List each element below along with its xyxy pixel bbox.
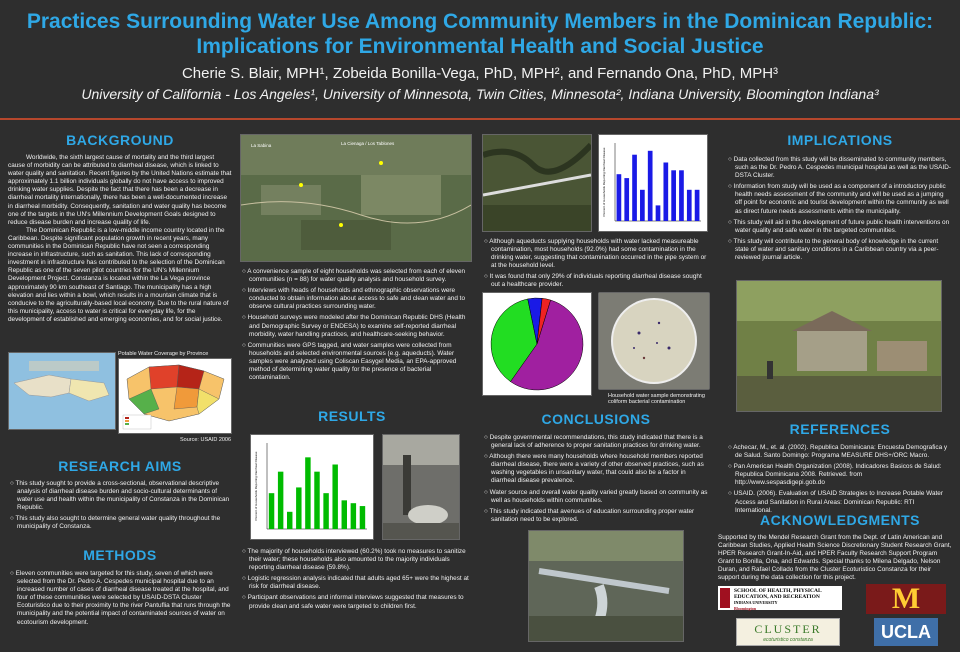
cluster-logo-subtext: ecoturistico constanza [763, 637, 813, 643]
results-heading: RESULTS [318, 408, 386, 424]
methods-mid-item-3: ○ Household surveys were modeled after the Dominican Republic DHS (Health and Demographic Survey or ENDESA) to examine self-reported diarrheal morbidity, water handling practices, and healthcare-seeking behavior. [242, 314, 466, 338]
aims-item-2: ○ This study also sought to determine general water quality throughout the municipality of Constanza. [10, 515, 221, 531]
methods-list-mid [240, 268, 472, 385]
bar [648, 151, 653, 221]
petri-dish-photo [598, 292, 710, 390]
results-item-2: ○ Logistic regression analysis indicated that adults aged 65+ were the highest at risk for diarrheal disease. [242, 575, 469, 591]
methods-list-left [8, 570, 232, 630]
aims-item-1-text: This study sought to provide a cross-sectional, observational descriptive analysis of diarrheal disease burden and socio-cultural determinants of water use and health within the municipality of Constanza in the Dominican Republic. [15, 480, 230, 512]
iu-line-2: EDUCATION, AND RECREATION [734, 594, 820, 600]
methods-mid-item-1: ○ A convenience sample of eight households was selected from each of eleven communities (n = 88) for water quality analysis and household survey. [242, 268, 466, 284]
conclusions-item-2-text: Although there were many households where household members reported diarrheal disease, there were a variety of other observed practices, such as washing vegetables in unsanitary water, that could also be a factor in diarrheal disease prevalence. [489, 453, 704, 485]
conclusions-item-2: ○ Although there were many households where household members reported diarrheal disease, there were a variety of other observed practices, such as washing vegetables in unsanitary water, that could also be a factor in diarrheal disease prevalence. [484, 453, 704, 485]
iu-line-4: Bloomington [734, 606, 757, 611]
implications-item-2-text: Information from study will be used as a component of a introductory public health needs assessment of the community and will be used as a jumping off point for economic and tourist development within the community as well as direct future needs assessments within the municipality. [733, 183, 949, 215]
conclusions-item-4-text: This study indicated that avenues of education surrounding proper water sanitation need to be explored. [489, 507, 695, 523]
research-aims-heading: RESEARCH AIMS [58, 458, 182, 474]
bar [671, 170, 676, 221]
references-list [726, 444, 952, 518]
water-pump-photo [382, 434, 460, 540]
conclusions-item-3-text: Water source and overall water quality varied greatly based on community as well as households within communities. [489, 488, 708, 504]
bar [687, 190, 692, 221]
bar [351, 503, 356, 529]
results-list-left [240, 548, 472, 614]
methods-mid-item-2: ○ Interviews with heads of households and ethnographic observations were conducted to obtain information about access to safe and clean water and to observe cultural practices surrounding water. [242, 287, 466, 311]
conclusions-list [482, 434, 710, 527]
bar [323, 493, 328, 529]
bar [296, 487, 301, 529]
chart-blue-svg [599, 135, 707, 231]
iu-hper-logo [718, 586, 842, 610]
poster-title [0, 0, 960, 59]
cluster-logo [736, 618, 840, 646]
implications-list [726, 156, 952, 265]
conclusions-heading: CONCLUSIONS [541, 411, 651, 427]
implications-item-3: ○ This study will aid in the development of future public health interventions on water quality and safe water in the targeted communities. [728, 218, 950, 234]
bar [617, 174, 622, 221]
bar [314, 472, 319, 529]
background-p2: The Dominican Republic is a low-middle income country located in the Caribbean. Despite significant population growth in recent years, many communities in the Dominican Republic have not seen a corresponding increase in infrastructure, such as sanitation. This lack of corresponding investment in infrastructure has contributed to the selection of the Dominican Republic as one of the seven pilot countries for the UN's Millennium Development Project. Constanza is located within the La Vega province approximately 90 km southeast of Santiago. The municipality has a high elevation and lies within a bowl, which results in a mountain climate that is conducive to the agriculturally-based local economy. Due to the rural nature of this municipality, access to water is critical for everyday life, for the development of established and emerging economies, and for social justice. [8, 226, 229, 323]
aims-item-2-text: This study also sought to determine general water quality throughout the municipality of Constanza. [15, 515, 221, 531]
methods-item-1: ○ Eleven communities were targeted for this study, seven of which were selected from the Dr. Pedro A. Cespedes municipal hospital due to an increased number of cases of diarrheal disease treated at the hospital, and four of these communities were selected by USAID-DSTA Cluster Ecoturistico due to their proximity to the river Pantuflia that runs through the municipality and the potential impact of contaminated sources of water on ecotourism development. [10, 570, 231, 626]
conclusions-item-3: ○ Water source and overall water quality varied greatly based on community as well as households within communities. [484, 488, 708, 504]
background-heading: BACKGROUND [66, 132, 174, 148]
bar [269, 493, 274, 529]
bar [679, 170, 684, 221]
results-right-item-2: ○ It was found that only 29% of individuals reporting diarrheal disease sought out a healthcare provider. [484, 273, 702, 289]
results-item-3: ○ Participant observations and informal interviews suggested that measures to provide clean and safe water were targeted to children first. [242, 594, 464, 610]
methods-mid-item-4-text: Communities were GPS tagged, and water samples were collected from households and selected environmental sources (e.g. aqueducts). Water samples were analyzed using Coliscan Easygel Media, an EPA-approved method of determining water quality for the presence of bacterial contamination. [247, 341, 457, 382]
implications-item-4-text: This study will contribute to the general body of knowledge in the current state of water and sanitary conditions in a Caribbean country via a peer-reviewed journal article. [733, 237, 939, 262]
bar [695, 190, 700, 221]
caribbean-map-svg [9, 353, 115, 429]
water-pipe-svg [529, 531, 683, 641]
aerial-photo [240, 134, 472, 262]
results-item-2-text: Logistic regression analysis indicated that adults aged 65+ were the highest at risk for diarrheal disease. [247, 575, 469, 591]
poster-header [0, 0, 960, 118]
iu-line-1: SCHOOL OF HEALTH, PHYSICAL [734, 588, 822, 594]
bar [640, 190, 645, 221]
y-axis-label: Percent of Households Reporting Diarrheal Disease [254, 451, 258, 521]
pie-chart-panel [482, 292, 592, 396]
reference-item-1-text: Achecar, M., et. al. (2002). Republica Dominicana: Encuesta Demografica y de Salud. Santo Domingo: Programa MEASURE DHS+/ORC Macro. [733, 444, 948, 460]
acknowledgments-text: Supported by the Mendel Research Grant from the Dept. of Latin American and Caribbean Studies, Applied Health Science Discretionary Student Research Grant, HPER Research Grant-In-Aid, and HPER Faculty Research Support Program Grant to Bonilla, Ona, and Edwards. Special thanks to Milena Delgado, Nelson Duran, and Rafael Collado from the Cluster Ecoturistico Constanza for their support during the data collection for this project. [718, 534, 952, 582]
research-aims-list [8, 480, 232, 535]
implications-item-4: ○ This study will contribute to the general body of knowledge in the current state of water and sanitary conditions in a Caribbean country via a peer-reviewed journal article. [728, 237, 939, 262]
bar [360, 506, 365, 529]
petri-caption: Household water sample demonstrating coliform bacterial contamination [608, 393, 705, 405]
reference-item-3-text: USAID. (2006). Evaluation of USAID Strategies to Increase Potable Water Access and Sanitation in Rural Areas: Dominican Republic: RTI International. [733, 490, 943, 514]
aqueduct-photo [482, 134, 592, 232]
bar [632, 155, 637, 221]
bar [332, 465, 337, 530]
results-item-1: ○ The majority of households interviewed (60.2%) took no measures to sanitize their water; these households also amounted to the majority individuals reporting diarrheal disease (59.8%). [242, 548, 466, 572]
bar [656, 205, 661, 221]
iu-hper-text [734, 588, 822, 612]
implications-item-1: ○ Data collected from this study will be disseminated to community members, such as the Dr. Pedro A. Cespedes municipal hospital as well as the USAID-DSTA Cluster. [728, 156, 951, 180]
methods-mid-item-2-text: Interviews with heads of households and ethnographic observations were conducted to obtain information about access to safe and clean water and to observe cultural practices surrounding water. [247, 287, 466, 311]
results-right-item-1-text: Although aqueducts supplying households with water lacked measureable contamination, most households (92.0%) had some contamination in the drinking water, suggesting that contamination occurred in the pipe system or at the household level. [489, 238, 707, 270]
bar [278, 472, 283, 529]
minnesota-m-logo: M [866, 584, 946, 614]
results-item-1-text: The majority of households interviewed (60.2%) took no measures to sanitize their water; these households also amounted to the majority individuals reporting diarrheal disease (59.8%). [247, 548, 466, 572]
chart-green-svg [251, 435, 373, 539]
bar [287, 512, 292, 529]
results-item-3-text: Participant observations and informal interviews suggested that measures to provide clean and safe water were targeted to children first. [247, 594, 464, 610]
reference-item-3: ○ USAID. (2006). Evaluation of USAID Strategies to Increase Potable Water Access and Sanitation in Rural Areas: Dominican Republic: RTI International. [728, 490, 943, 514]
bar [624, 178, 629, 221]
implications-item-3-text: This study will aid in the development of future public health interventions on water quality and safe water in the targeted communities. [733, 218, 950, 234]
implications-heading: IMPLICATIONS [787, 132, 893, 148]
chart-contamination-blue [598, 134, 708, 232]
aerial-label-1: La Sabina [251, 143, 272, 148]
conclusions-item-1-text: Despite governmental recommendations, this study indicated that there is a general lack of adherence to proper sanitation practices for drinking water. [489, 434, 703, 450]
conclusions-item-4: ○ This study indicated that avenues of education surrounding proper water sanitation need to be explored. [484, 507, 695, 523]
results-list-right [482, 238, 712, 293]
acknowledgments-heading: ACKNOWLEDGMENTS [760, 512, 920, 528]
ucla-logo: UCLA [874, 618, 938, 646]
map-caption: Potable Water Coverage by Province [118, 351, 209, 357]
column-left [8, 124, 232, 324]
implications-item-2: ○ Information from study will be used as a component of a introductory public health needs assessment of the community and will be used as a jumping off point for economic and tourist development within the community as well as direct future needs assessments within the municipality. [728, 183, 949, 215]
caribbean-map [8, 352, 116, 430]
conclusions-item-1: ○ Despite governmental recommendations, this study indicated that there is a general lack of adherence to proper sanitation practices for drinking water. [484, 434, 703, 450]
chart-diarrheal-green [250, 434, 374, 540]
results-right-item-2-text: It was found that only 29% of individuals reporting diarrheal disease sought out a healthcare provider. [489, 273, 702, 289]
water-pipe-photo [528, 530, 684, 642]
affiliations: University of California - Los Angeles¹, University of Minnesota, Twin Cities, Minnesota², Indiana University, Bloomington Indiana³ [81, 86, 879, 102]
methods-heading: METHODS [83, 547, 157, 563]
village-photo-svg [737, 281, 941, 411]
reference-item-2: ○ Pan American Health Organization (2008). Indicadores Basicos de Salud: Republica Dominicana 2008. Retrieved. from http://www.sespasdigepi.gob.do [728, 463, 942, 487]
methods-item-1-text: Eleven communities were targeted for this study, seven of which were selected from the Dr. Pedro A. Cespedes municipal hospital due to an increased number of cases of diarrheal disease treated at the hospital, and four of these communities were selected by USAID-DSTA Cluster Ecoturistico due to their proximity to the river Pantuflia that runs through the municipality and the potential impact of contaminated sources of water on ecotourism development. [15, 570, 231, 626]
title-line-2: Implications for Environmental Health and Social Justice [196, 35, 764, 58]
title-line-1: Practices Surrounding Water Use Among Community Members in the Dominican Republic: [26, 10, 934, 33]
header-divider [0, 118, 960, 120]
water-pump-svg [383, 435, 459, 539]
methods-mid-item-4: ○ Communities were GPS tagged, and water samples were collected from households and selected environmental sources (e.g. aqueducts). Water samples were analyzed using Coliscan Easygel Media, an EPA-approved method of determining water quality for the presence of bacterial contamination. [242, 341, 457, 382]
aqueduct-photo-svg [483, 135, 591, 231]
background-p1: Worldwide, the sixth largest cause of mortality and the third largest cause of morbidity can be attributed to diarrheal disease, which is linked to water quality and sanitation. Recent figures by the United Nations estimate that approximately 1.1 billion individuals globally do not have access to improved drinking water supplies. Despite the fact that there has been a decrease in diarrheal mortality internationally, there has been a well-documented increase in diarrheal morbidity. Consequently, sanitation and water quality has become one of the targets in the UN's Millennium Development Goals designed to reduce disease burden and increase quality of life. [8, 154, 232, 226]
aerial-photo-svg [241, 135, 471, 261]
cluster-logo-text: CLUSTER [754, 622, 822, 636]
methods-mid-item-1-text: A convenience sample of eight households was selected from each of eleven communities (n = 88) for water quality analysis and household survey. [247, 268, 466, 284]
reference-item-1: ○ Achecar, M., et. al. (2002). Republica Dominicana: Encuesta Demografica y de Salud. Santo Domingo: Programa MEASURE DHS+/ORC Macro. [728, 444, 948, 460]
village-photo [736, 280, 942, 412]
iu-trident-icon [720, 588, 730, 608]
aerial-label-2: La Cienaga / Los Tablones [341, 141, 395, 146]
map-source: Source: USAID 2006 [180, 437, 232, 443]
province-map-svg [119, 359, 231, 433]
aims-item-1: ○ This study sought to provide a cross-sectional, observational descriptive analysis of diarrheal disease burden and socio-cultural determinants of water use and health within the municipality of Constanza in the Dominican Republic. [10, 480, 230, 512]
results-right-item-1: ○ Although aqueducts supplying households with water lacked measureable contamination, most households (92.0%) had some contamination in the drinking water, suggesting that contamination occurred in the pipe system or at the household level. [484, 238, 707, 270]
y-axis-label: Percent of Households Reporting Diarrheal Disease [602, 147, 606, 217]
pie-chart-svg [483, 293, 591, 395]
bar [663, 163, 668, 222]
authors: Cherie S. Blair, MPH¹, Zobeida Bonilla-Vega, PhD, MPH², and Fernando Ona, PhD, MPH³ [181, 65, 779, 82]
petri-dish-svg [599, 293, 709, 389]
references-heading: REFERENCES [789, 421, 891, 437]
reference-item-2-text: Pan American Health Organization (2008). Indicadores Basicos de Salud: Republica Dominicana 2008. Retrieved. from http://www.sespasdigepi.gob.do [733, 463, 942, 487]
bar [305, 457, 310, 529]
methods-mid-item-3-text: Household surveys were modeled after the Dominican Republic DHS (Health and Demographic Survey or ENDESA) to examine self-reported diarrheal morbidity, water handling practices, and healthcare-seeking behavior. [247, 314, 466, 338]
iu-line-3: INDIANA UNIVERSITY [734, 600, 778, 605]
bar [342, 500, 347, 529]
province-water-map [118, 358, 232, 434]
implications-item-1-text: Data collected from this study will be disseminated to community members, such as the Dr. Pedro A. Cespedes municipal hospital as well as the USAID-DSTA Cluster. [733, 156, 951, 180]
